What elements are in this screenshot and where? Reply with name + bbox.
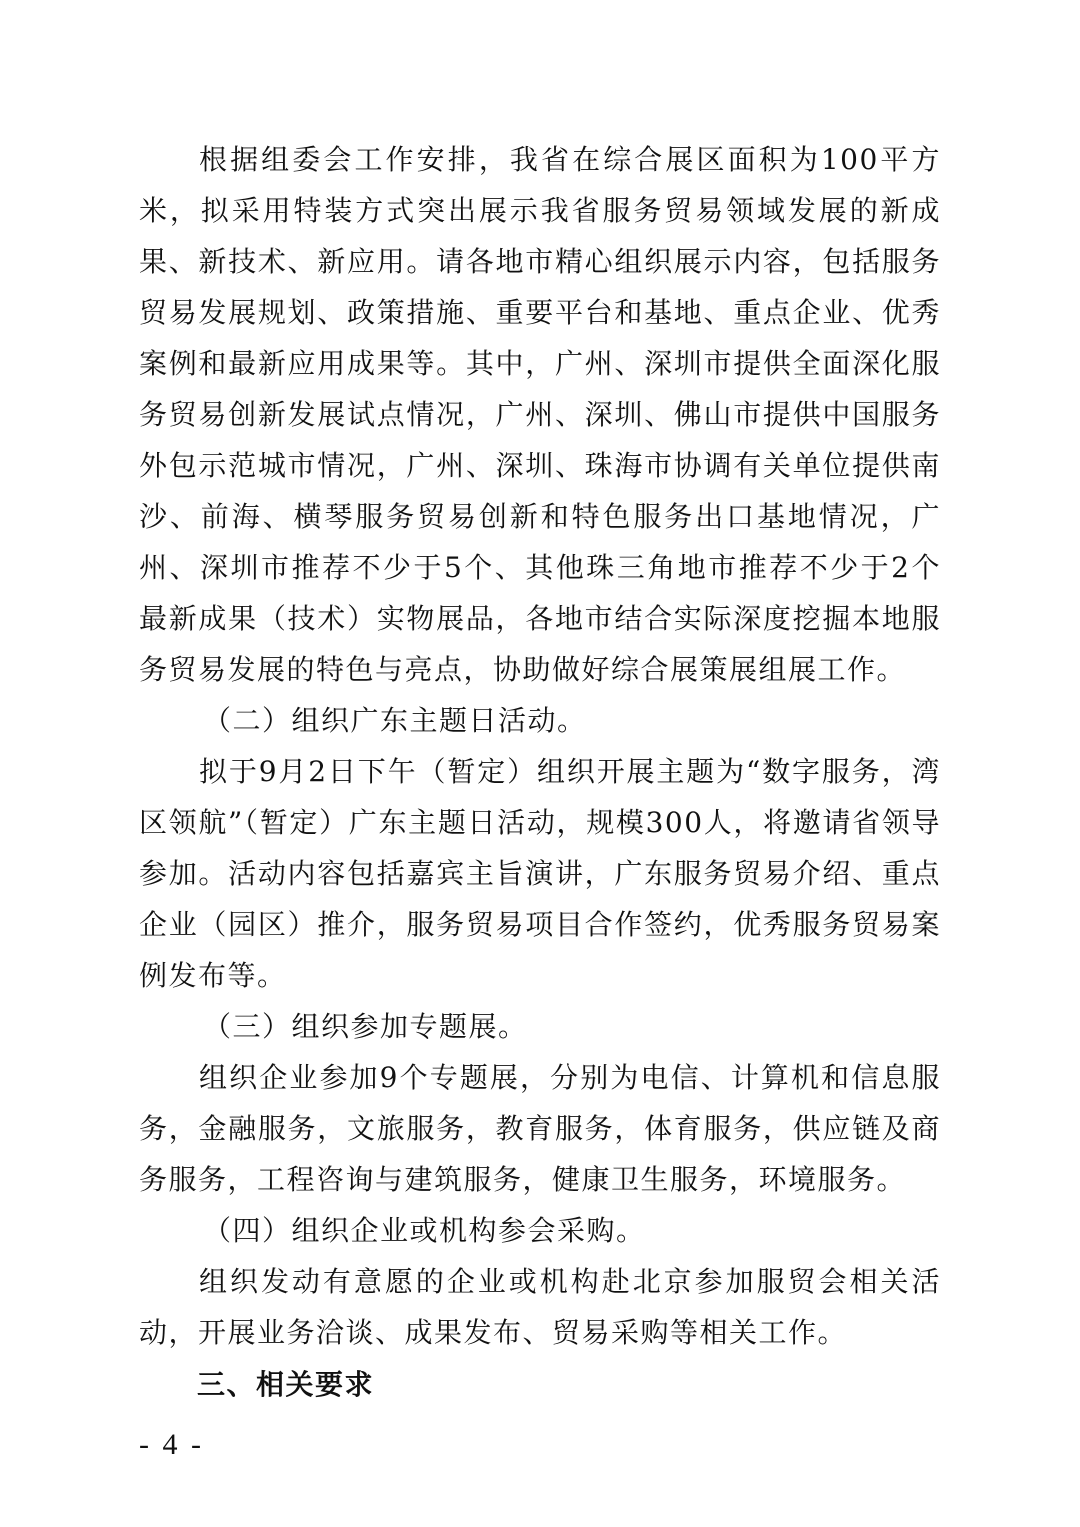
paragraph-theme-day-activity: 拟于9月2日下午（暂定）组织开展主题为“数字服务，湾区领航”（暂定）广东主题日活动，规模300人，将邀请省领导参加。活动内容包括嘉宾主旨演讲，广东服务贸易介绍、重点企业（园区）推介，服务贸易项目合作签约，优秀服务贸易案例发布等。 [139, 755, 941, 992]
page-number: - 4 - [139, 1428, 204, 1461]
paragraph-procurement: 组织发动有意愿的企业或机构赴北京参加服贸会相关活动，开展业务洽谈、成果发布、贸易采购等相关工作。 [139, 1265, 941, 1349]
heading-guangdong-theme-day: （二）组织广东主题日活动。 [203, 704, 587, 737]
paragraph-thematic-exhibitions: 组织企业参加9个专题展，分别为电信、计算机和信息服务，金融服务，文旅服务，教育服务，体育服务，供应链及商务服务，工程咨询与建筑服务，健康卫生服务，环境服务。 [139, 1061, 941, 1196]
heading-procurement: （四）组织企业或机构参会采购。 [203, 1214, 646, 1247]
section-heading-requirements: 三、相关要求 [197, 1368, 375, 1401]
paragraph-exhibition-arrangement: 根据组委会工作安排，我省在综合展区面积为100平方米，拟采用特装方式突出展示我省服务贸易领域发展的新成果、新技术、新应用。请各地市精心组织展示内容，包括服务贸易发展规划、政策措施、重要平台和基地、重点企业、优秀案例和最新应用成果等。其中，广州、深圳市提供全面深化服务贸易创新发展试点情况，广州、深圳、佛山市提供中国服务外包示范城市情况，广州、深圳、珠海市协调有关单位提供南沙、前海、横琴服务贸易创新和特色服务出口基地情况，广州、深圳市推荐不少于5个、其他珠三角地市推荐不少于2个最新成果（技术）实物展品，各地市结合实际深度挖掘本地服务贸易发展的特色与亮点，协助做好综合展策展组展工作。 [139, 143, 941, 686]
heading-thematic-exhibitions: （三）组织参加专题展。 [203, 1010, 528, 1043]
document-body [139, 134, 941, 1410]
